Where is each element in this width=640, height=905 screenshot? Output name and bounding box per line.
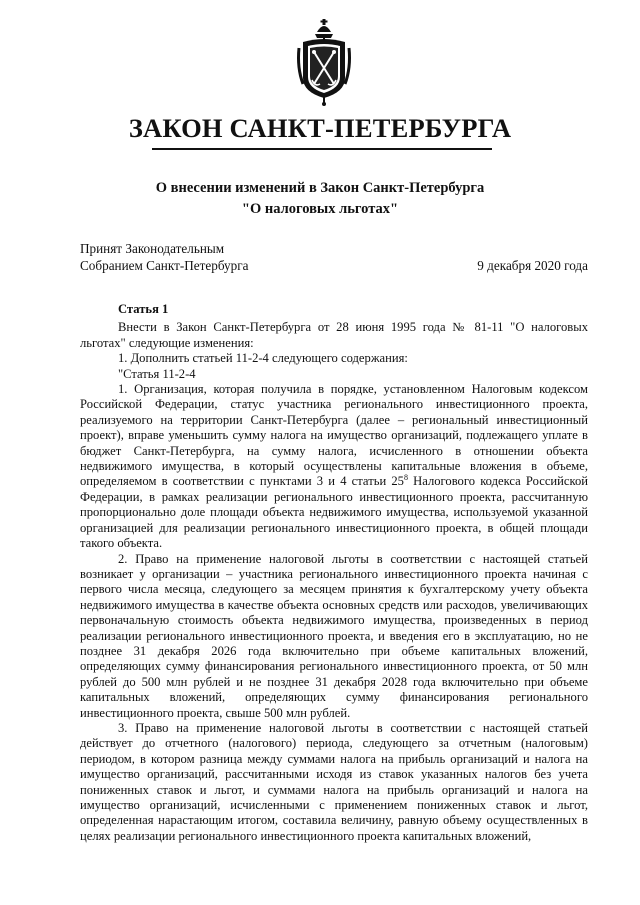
paragraph-1-text: 1. Организация, которая получила в порядке, установленном Налоговым кодексом Российской Федерации, статус участника регионального инвестиционного проекта, реализуемого на территории Санкт-Петербурга (далее – региональный инвестиционный проект), вправе уменьшить сумму налога на имущество организаций, подлежащего уплате в бюджет Санкт-Петербурга, на сумму налога, исчисленного в отношении объекта недвижимого имущества, в который осуществлены капитальные вложения в объеме, определяемом в соответствии с пунктами 3 и 4 статьи 25 (80, 382, 588, 489)
law-body (80, 302, 588, 844)
subtitle-line-2: "О налоговых льготах" (241, 201, 399, 217)
paragraph-1-superscript: 8 (403, 473, 408, 483)
paragraph-3: 3. Право на применение налоговой льготы в соответствии с настоящей статьей действует до отчетного (налогового) периода, следующего за отчетным (налоговым) периодом, в котором разница между суммами налога на прибыль организаций и налога на имущество организаций, рассчитанными исходя из ставок указанных налогов без учета пониженных ставок и льгот, и суммами налога на прибыль организаций и налога на имущество организаций, исчисленными с применением пониженных ставок и льгот, определенная нарастающим итогом, составила величину, равную объему осуществленных в целях реализации регионального инвестиционного проекта капитальных вложений, (80, 720, 588, 843)
coat-of-arms-emblem (293, 18, 355, 106)
adoption-block (80, 240, 249, 274)
adoption-line-2: Собранием Санкт-Петербурга (80, 258, 249, 273)
paragraph-2: 2. Право на применение налоговой льготы в соответствии с настоящей статьей возникает у организации – участника регионального инвестиционного проекта начиная с первого числа месяца, следующего за месяцем принятия к бухгалтерскому учету объекта недвижимого имущества в качестве объекта основных средств или расходов, увеличивающих первоначальную стоимость объекта недвижимого имущества, произведенных в период реализации регионального инвестиционного проекта, и введения его в эксплуатацию, но не позднее 31 декабря 2026 года включительно при объеме капитальных вложений, определяющих сумму финансирования регионального инвестиционного проекта, от 50 млн рублей до 500 млн рублей и не позднее 31 декабря 2028 года включительно при объеме капитальных вложений, определяющих сумму финансирования регионального инвестиционного проекта, свыше 500 млн рублей. (80, 551, 588, 720)
law-subtitle (0, 178, 640, 220)
title-underline (152, 148, 492, 150)
paragraph-1-text-cont: Налогового кодекса Российской Федерации, в рамках реализации регионального инвестиционного проекта, рассчитанную пропорционально доле площади объекта недвижимого имущества, используемой указанной организацией для реализации регионального инвестиционного проекта, в общей площади такого объекта. (80, 474, 588, 551)
new-article-heading: "Статья 11-2-4 (118, 366, 196, 381)
article-heading: Статья 1 (118, 302, 169, 316)
law-title: ЗАКОН САНКТ-ПЕТЕРБУРГА (128, 113, 512, 143)
paragraph-1 (80, 382, 588, 551)
subtitle-line-1: О внесении изменений в Закон Санкт-Петербурга (155, 180, 485, 196)
adoption-line-1: Принят Законодательным (80, 241, 225, 256)
article-item-1: 1. Дополнить статьей 11-2-4 следующего содержания: (118, 351, 408, 366)
adoption-date: 9 декабря 2020 года (477, 258, 588, 273)
article-intro: Внести в Закон Санкт-Петербурга от 28 июня 1995 года № 81-11 "О налоговых льготах" следующие изменения: (80, 320, 588, 350)
